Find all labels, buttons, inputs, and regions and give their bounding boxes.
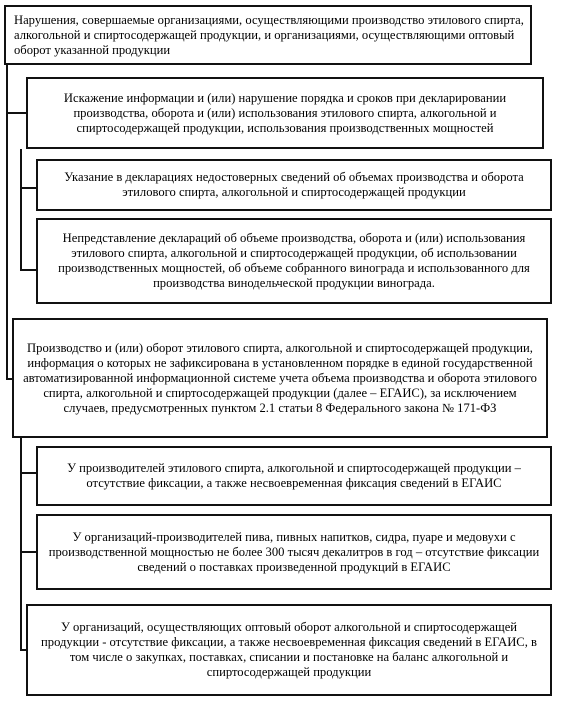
root-text: Нарушения, совершаемые организациями, осуществляющими производство этилового спирта, алкогольной и спиртосодержащей продукции, и организациями, осуществляющими оптовый оборот указанной продукции (14, 12, 524, 57)
group-2-item-3-box (26, 604, 552, 696)
group-2-title: Производство и (или) оборот этилового спирта, алкогольной и спиртосодержащей продукции, информация о которых не зафиксирована в установленном порядке в единой государственной автоматизированной информационной системе учета объема производства и оборота этилового спирта, алкогольной и спиртосодержащей продукции (далее – ЕГАИС), за исключением случаев, предусмотренных пунктом 2.1 статьи 8 Федерального закона № 171-ФЗ (23, 340, 537, 415)
group-2-item-1-box (36, 446, 552, 506)
connector-group-1-item-2 (20, 269, 36, 271)
group-2-item-2-box (36, 514, 552, 590)
group-1-item-2-text: Непредставление деклараций об объеме производства, оборота и (или) использования этилового спирта, алкогольной и спиртосодержащей продукции, об использовании производственных мощностей, об объеме собранного винограда и использованного для производства винодельческой продукции винограда. (58, 231, 530, 290)
root-box (4, 5, 532, 65)
group-1-item-1-text: Указание в декларациях недостоверных сведений об объемах производства и оборота этилового спирта, алкогольной и спиртосодержащей продукции (64, 170, 524, 199)
group-1-title: Искажение информации и (или) нарушение порядка и сроков при декларировании производства, оборота и (или) использования этилового спирта, алкогольной и спиртосодержащей продукции, использования производственных мощностей (63, 90, 507, 135)
group-1-item-1-box (36, 159, 552, 211)
group-2-item-3-text: У организаций, осуществляющих оптовый оборот алкогольной и спиртосодержащей продукции - отсутствие фиксации, а также несвоевременная фиксация сведений в ЕГАИС, в том числе о закупках, поставках, списании и постановке на баланс алкогольной и спиртосодержащей продукции (41, 620, 537, 679)
connector-root-trunk (6, 20, 8, 380)
connector-group-2-trunk (20, 438, 22, 651)
group-1-box (26, 77, 544, 149)
connector-group-2-item-2 (20, 551, 36, 553)
group-2-box (12, 318, 548, 438)
group-2-item-1-text: У производителей этилового спирта, алкогольной и спиртосодержащей продукции – отсутствие фиксации, а также несвоевременная фиксация сведений в ЕГАИС (67, 461, 521, 490)
group-2-item-2-text: У организаций-производителей пива, пивных напитков, сидра, пуаре и медовухи с производственной мощностью не более 300 тысяч декалитров в год – отсутствие фиксации сведений о поставках произведенной продукций в ЕГАИС (48, 529, 540, 574)
connector-group-1-item-1 (20, 187, 36, 189)
connector-group-2-item-1 (20, 472, 36, 474)
connector-root-to-group-1 (6, 112, 26, 114)
group-1-item-2-box (36, 218, 552, 304)
connector-group-1-trunk (20, 149, 22, 271)
